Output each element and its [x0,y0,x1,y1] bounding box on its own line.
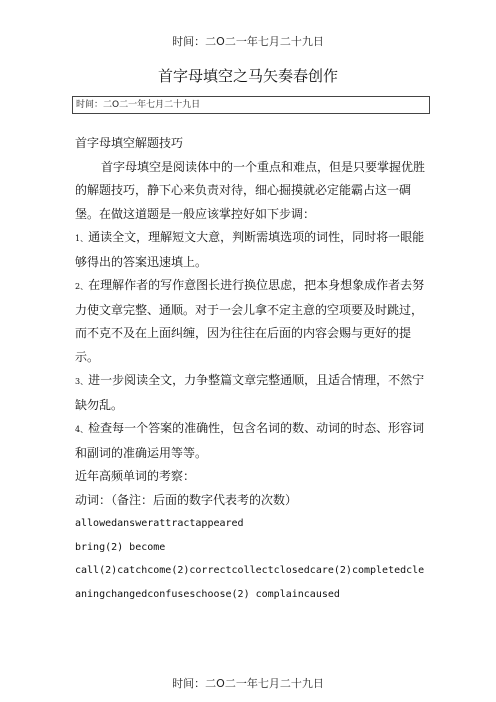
step-text: 检查每一个答案的准确性，包含名词的数、动词的时态、形容词和副词的准确运用等等。 [75,421,425,460]
document-body [75,132,429,606]
step-item [75,274,429,369]
word-line: bring(2) become [75,541,166,553]
page-footer: 时间：二O二一年七月二十九日 [172,677,324,690]
step-number: 4、 [75,425,89,434]
document-title: 首字母填空之马矢奏春创作 [157,67,338,85]
intro-paragraph: 首字母填空是阅读体中的一个重点和难点，但是只要掌握优胜的解题技巧，静下心来负责对待，细心掘摸就必定能霸占这一碉堡。在做这道题是一般应该掌控好如下步调： [75,159,426,221]
time-box: 时间：二O二一年七月二十九日 [72,96,430,114]
word-line: allowedanswerattractappeared [75,518,244,529]
step-item [75,417,429,465]
step-number: 2、 [75,282,89,291]
step-number: 1、 [75,234,89,243]
step-item [75,369,429,417]
verbs-heading: 动词：（备注：后面的数字代表考的次数） [75,492,298,507]
section-heading: 首字母填空解题技巧 [75,136,184,150]
step-text: 通读全文，理解短文大意，判断需填选项的词性，同时将一眼能够得出的答案迅速填上。 [75,230,425,269]
vocab-heading: 近年高频单词的考察： [75,469,196,483]
step-item [75,226,429,274]
page-header: 时间：二O二一年七月二十九日 [172,35,324,48]
word-line: call(2)catchcome(2)correctcollectclosedcare(2)completedcleaningchangedconfuseschoose(2) complaincaused [75,565,425,600]
step-number: 3、 [75,377,89,386]
step-text: 进一步阅读全文，力争整篇文章完整通顺，且适合情理，不然宁缺勿乱。 [75,373,425,412]
step-text: 在理解作者的写作意图长进行换位思虑，把本身想象成作者去努力使文章完整、通顺。对于一会儿拿不定主意的空项要及时跳过，而不克不及在上面纠缠，因为往往在后面的内容会赐与更好的提示。 [75,278,425,364]
